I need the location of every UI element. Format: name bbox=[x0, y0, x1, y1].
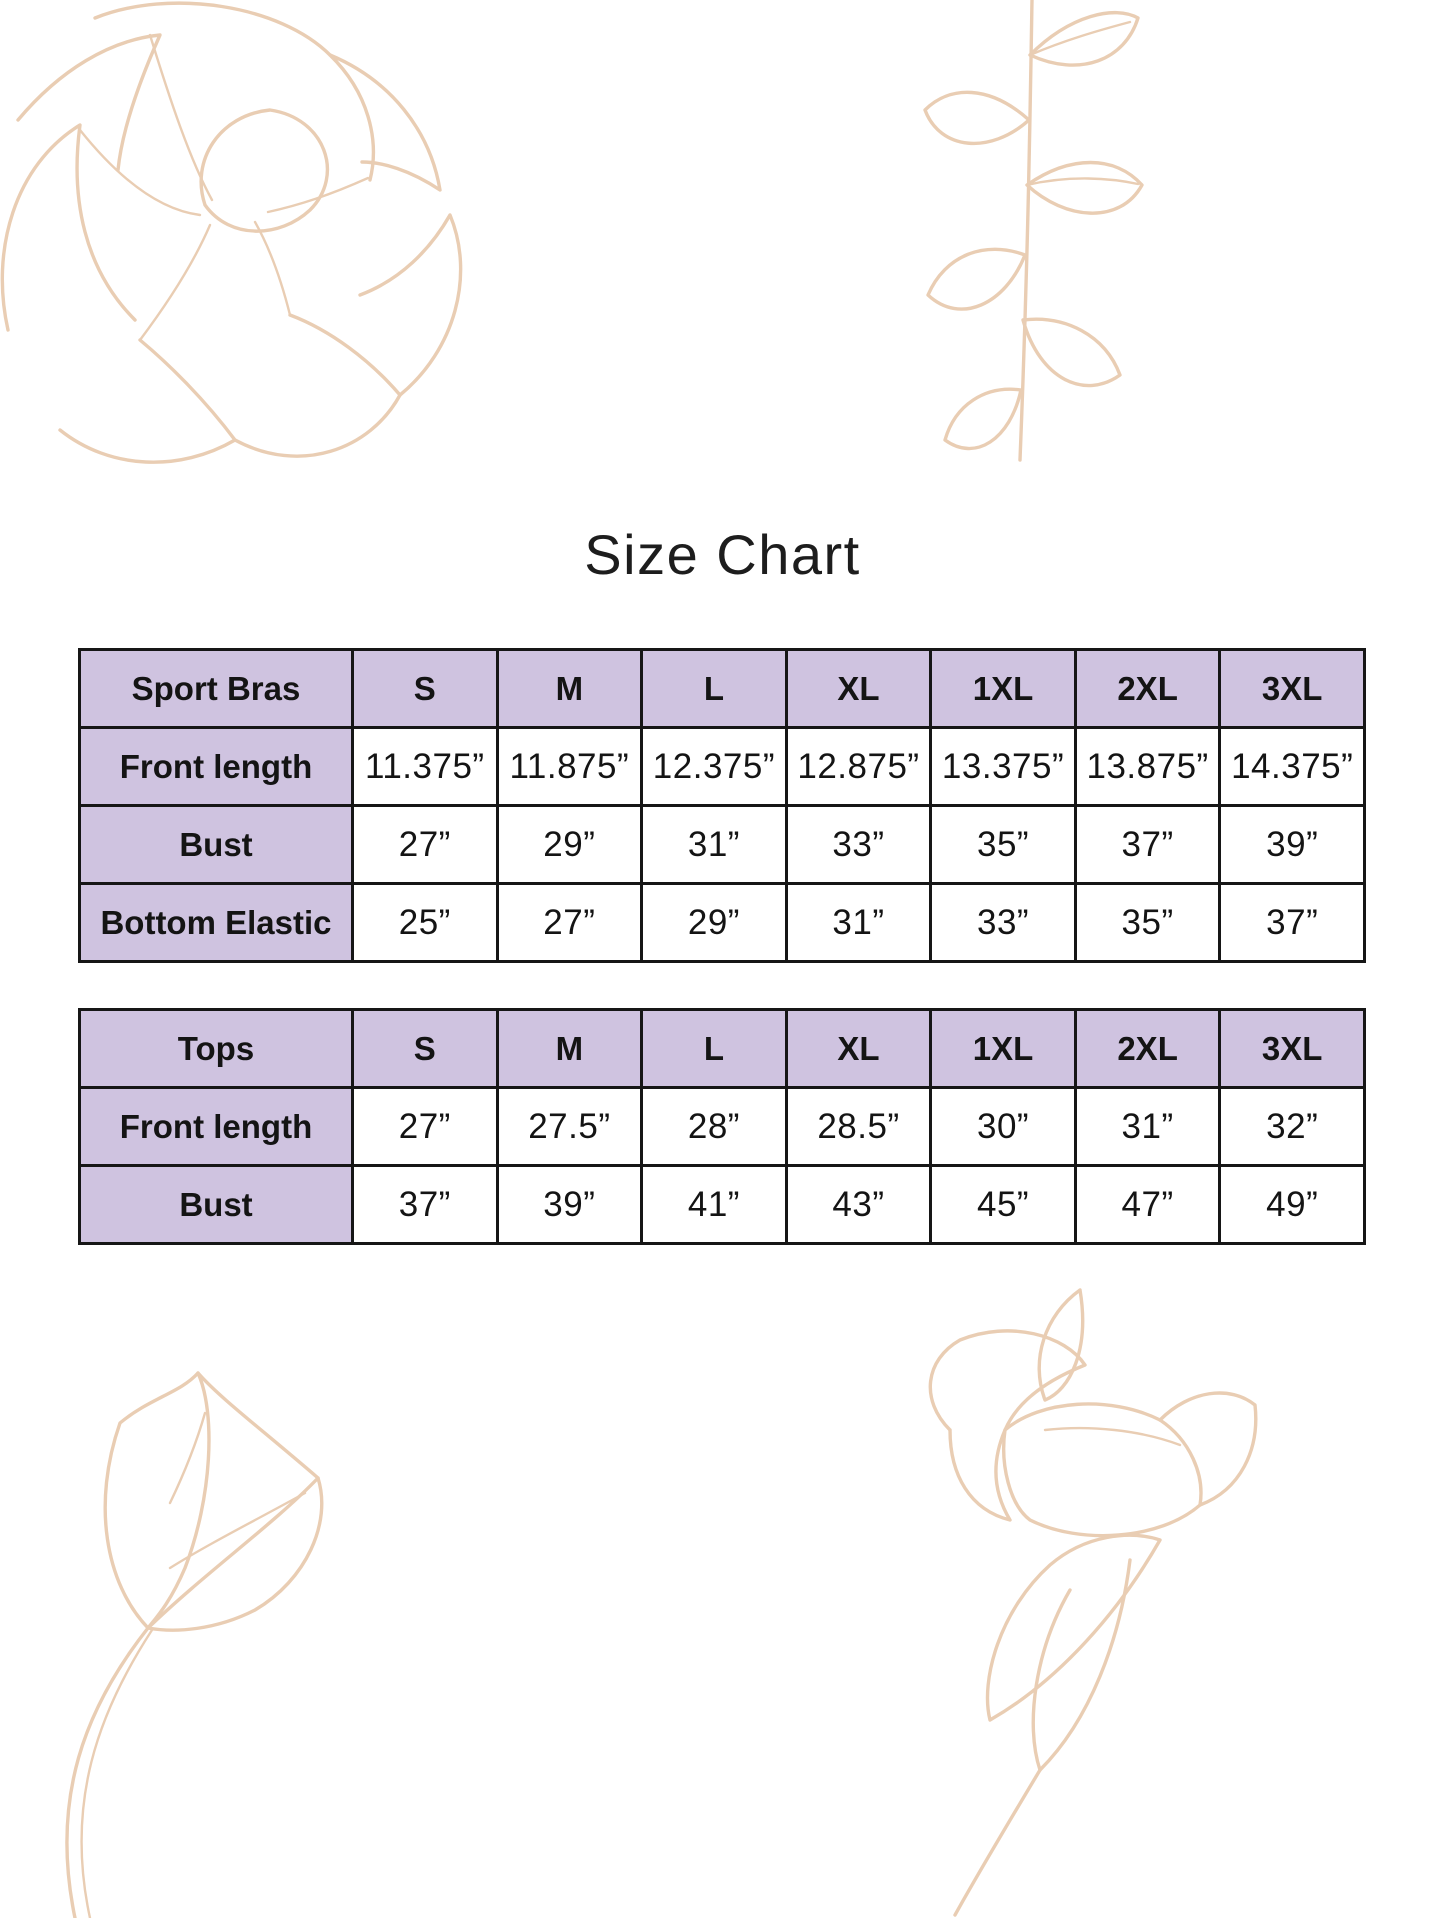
value-cell: 37” bbox=[1075, 806, 1220, 884]
rose-line-art-top-left bbox=[0, 0, 500, 490]
table-title-cell: Sport Bras bbox=[80, 650, 353, 728]
value-cell: 27” bbox=[353, 806, 498, 884]
leaf-branch-line-art-top-right bbox=[880, 0, 1180, 470]
value-cell: 29” bbox=[497, 806, 642, 884]
value-cell: 12.875” bbox=[786, 728, 931, 806]
size-header-cell: 3XL bbox=[1220, 1010, 1365, 1088]
value-cell: 30” bbox=[931, 1088, 1076, 1166]
value-cell: 11.375” bbox=[353, 728, 498, 806]
value-cell: 41” bbox=[642, 1166, 787, 1244]
value-cell: 45” bbox=[931, 1166, 1076, 1244]
value-cell: 31” bbox=[786, 884, 931, 962]
table-title-cell: Tops bbox=[80, 1010, 353, 1088]
row-label-cell: Bust bbox=[80, 1166, 353, 1244]
value-cell: 37” bbox=[1220, 884, 1365, 962]
value-cell: 28” bbox=[642, 1088, 787, 1166]
flower-line-art-bottom-right bbox=[830, 1280, 1260, 1918]
row-label-cell: Front length bbox=[80, 728, 353, 806]
table-row bbox=[80, 1166, 1365, 1244]
header-row bbox=[80, 650, 1365, 728]
size-header-cell: XL bbox=[786, 1010, 931, 1088]
value-cell: 27” bbox=[353, 1088, 498, 1166]
value-cell: 31” bbox=[1075, 1088, 1220, 1166]
value-cell: 39” bbox=[1220, 806, 1365, 884]
size-header-cell: L bbox=[642, 1010, 787, 1088]
value-cell: 13.375” bbox=[931, 728, 1076, 806]
value-cell: 35” bbox=[931, 806, 1076, 884]
row-label-cell: Front length bbox=[80, 1088, 353, 1166]
size-header-cell: M bbox=[497, 650, 642, 728]
value-cell: 25” bbox=[353, 884, 498, 962]
row-label-cell: Bottom Elastic bbox=[80, 884, 353, 962]
tulip-line-art-bottom-left bbox=[20, 1318, 350, 1918]
value-cell: 27” bbox=[497, 884, 642, 962]
value-cell: 12.375” bbox=[642, 728, 787, 806]
value-cell: 32” bbox=[1220, 1088, 1365, 1166]
size-header-cell: 3XL bbox=[1220, 650, 1365, 728]
page-title: Size Chart bbox=[584, 523, 861, 586]
value-cell: 43” bbox=[786, 1166, 931, 1244]
row-label-cell: Bust bbox=[80, 806, 353, 884]
table-row bbox=[80, 884, 1365, 962]
size-header-cell: 2XL bbox=[1075, 1010, 1220, 1088]
size-header-cell: 1XL bbox=[931, 650, 1076, 728]
value-cell: 31” bbox=[642, 806, 787, 884]
value-cell: 47” bbox=[1075, 1166, 1220, 1244]
header-row bbox=[80, 1010, 1365, 1088]
size-header-cell: S bbox=[353, 650, 498, 728]
table-row bbox=[80, 728, 1365, 806]
size-header-cell: S bbox=[353, 1010, 498, 1088]
size-table-sport-bras bbox=[78, 648, 1366, 963]
value-cell: 39” bbox=[497, 1166, 642, 1244]
size-table-tops bbox=[78, 1008, 1366, 1245]
value-cell: 14.375” bbox=[1220, 728, 1365, 806]
value-cell: 27.5” bbox=[497, 1088, 642, 1166]
value-cell: 28.5” bbox=[786, 1088, 931, 1166]
size-header-cell: 2XL bbox=[1075, 650, 1220, 728]
value-cell: 37” bbox=[353, 1166, 498, 1244]
value-cell: 33” bbox=[931, 884, 1076, 962]
table-row bbox=[80, 1088, 1365, 1166]
size-header-cell: L bbox=[642, 650, 787, 728]
size-header-cell: M bbox=[497, 1010, 642, 1088]
value-cell: 29” bbox=[642, 884, 787, 962]
table-row bbox=[80, 806, 1365, 884]
value-cell: 11.875” bbox=[497, 728, 642, 806]
size-header-cell: 1XL bbox=[931, 1010, 1076, 1088]
value-cell: 33” bbox=[786, 806, 931, 884]
size-header-cell: XL bbox=[786, 650, 931, 728]
value-cell: 35” bbox=[1075, 884, 1220, 962]
value-cell: 13.875” bbox=[1075, 728, 1220, 806]
value-cell: 49” bbox=[1220, 1166, 1365, 1244]
